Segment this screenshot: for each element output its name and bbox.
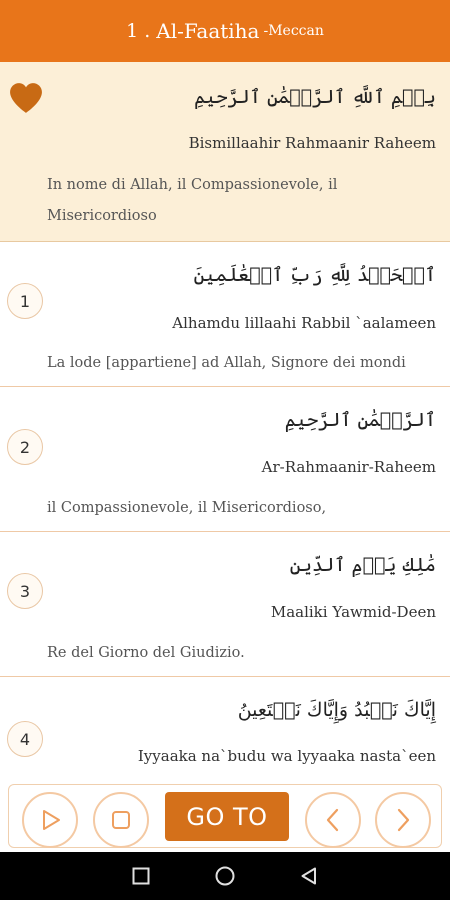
chevron-right-icon [393,807,413,833]
verse-number-badge: 1 [7,283,43,319]
verse-row[interactable] [0,242,450,387]
surah-number: 1 . [126,20,151,42]
go-to-button[interactable]: GO TO [165,792,289,841]
circle-icon[interactable] [214,865,236,887]
verse-number-badge: 4 [7,721,43,757]
verse-translation: Re del Giorno del Giudizio. [47,645,245,661]
square-icon[interactable] [131,866,151,886]
triangle-back-icon[interactable] [299,866,319,886]
surah-name: Al-Faatiha [156,19,260,43]
verse-row[interactable] [0,532,450,677]
play-icon [37,807,63,833]
stop-button[interactable] [93,792,149,848]
system-navigation-bar [0,852,450,900]
verse-row[interactable] [0,677,450,780]
verse-translation: La lode [appartiene] ad Allah, Signore dei mondi [47,355,406,371]
verse-transliteration: Ar-Rahmaanir-Raheem [261,458,436,476]
verse-transliteration: Iyyaaka na`budu wa lyyaaka nasta`een [137,747,436,765]
play-button[interactable] [22,792,78,848]
verse-arabic: ٱلرَّحۡمَٰنِ ٱلرَّحِيمِ [284,409,436,431]
bismillah-arabic: بِسۡمِ ٱللَّهِ ٱلرَّحۡمَٰنِ ٱلرَّحِيمِ [194,86,436,108]
verse-transliteration: Maaliki Yawmid-Deen [270,603,436,621]
verse-translation: il Compassionevole, il Misericordioso, [47,500,327,516]
verse-transliteration: Alhamdu lillaahi Rabbil `aalameen [172,314,436,332]
stop-icon [110,809,132,831]
verse-arabic: مَٰلِكِ يَوۡمِ ٱلدِّينِ [289,554,436,576]
playback-controls [0,780,450,852]
bismillah-transliteration: Bismillaahir Rahmaanir Raheem [188,134,436,152]
bismillah-block [0,62,450,242]
bismillah-translation: In nome di Allah, il Compassionevole, il Misericordioso [47,177,338,224]
verse-arabic: إِيَّاكَ نَعۡبُدُ وَإِيَّاكَ نَسۡتَعِينُ [237,699,436,721]
verse-row[interactable] [0,387,450,532]
verse-number-badge: 2 [7,429,43,465]
previous-button[interactable] [305,792,361,848]
next-button[interactable] [375,792,431,848]
chevron-left-icon [323,807,343,833]
verse-number-badge: 3 [7,573,43,609]
verse-list[interactable] [0,62,450,780]
surah-type: -Meccan [263,23,324,39]
title-bar [0,0,450,62]
verse-arabic: ٱلۡحَمۡدُ لِلَّهِ رَبِّ ٱلۡعَٰلَمِينَ [193,264,436,286]
heart-icon[interactable] [9,82,43,114]
